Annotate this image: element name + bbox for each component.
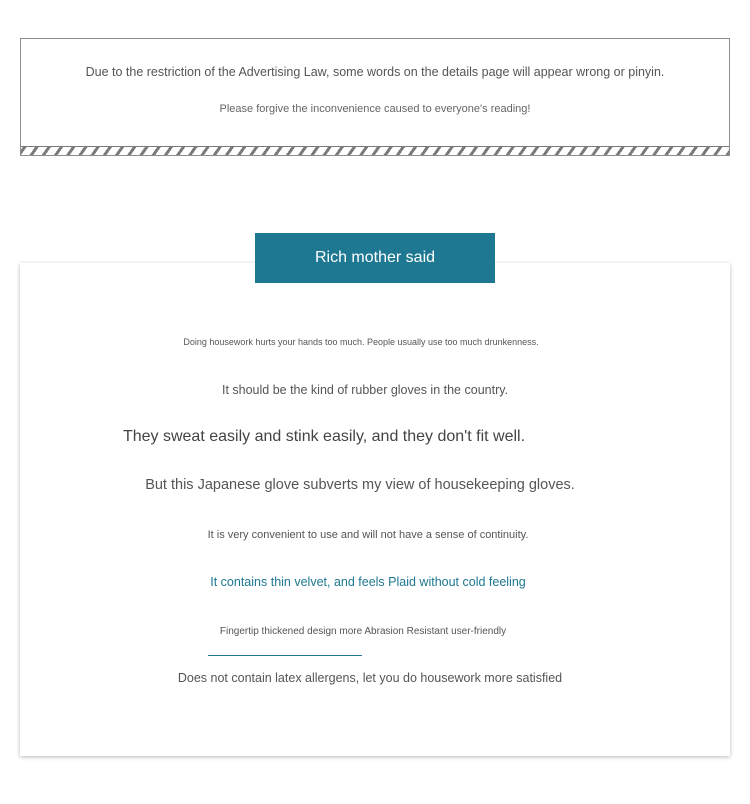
content-line-6-highlight: It contains thin velvet, and feels Plaid without cold feeling	[210, 575, 526, 589]
content-line-1: Doing housework hurts your hands too much. People usually use too much drunkenness.	[183, 337, 539, 347]
content-line-5: It is very convenient to use and will not have a sense of continuity.	[207, 529, 529, 541]
content-line-7: Fingertip thickened design more Abrasion Resistant user-friendly	[219, 626, 507, 637]
notice-text: Due to the restriction of the Advertising Law, some words on the details page will appear wrong or pinyin.	[85, 65, 665, 79]
section-title-banner: Rich mother said	[255, 233, 495, 283]
notice-apology-text: Please forgive the inconvenience caused to everyone's reading!	[219, 103, 531, 115]
content-line-4: But this Japanese glove subverts my view of housekeeping gloves.	[145, 477, 575, 493]
notice-box	[20, 38, 730, 156]
hatched-divider	[21, 146, 729, 155]
content-line-3: They sweat easily and stink easily, and they don't fit well.	[122, 428, 526, 445]
content-line-2: It should be the kind of rubber gloves in the country.	[221, 383, 509, 397]
accent-underline	[208, 655, 362, 656]
content-line-8: Does not contain latex allergens, let you do housework more satisfied	[177, 671, 563, 685]
